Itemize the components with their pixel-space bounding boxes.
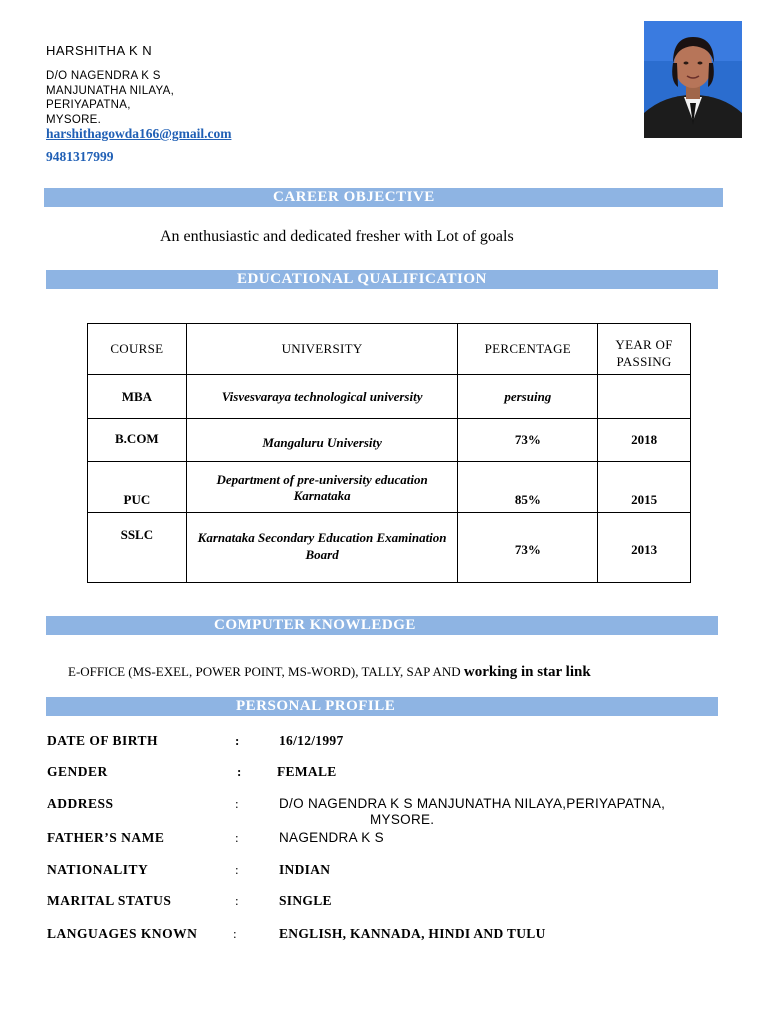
year-cell: 2018 <box>598 419 691 462</box>
colon: : <box>235 862 239 877</box>
phone-number: 9481317999 <box>46 149 114 164</box>
skills-emphasis: working in star link <box>463 664 591 680</box>
colon: : <box>235 796 239 811</box>
father-name-value: NAGENDRA K S <box>279 830 384 845</box>
percentage-cell: 85% <box>458 462 598 513</box>
university-cell: Visvesvaraya technological university <box>186 375 458 419</box>
gender-label: GENDER <box>47 764 108 779</box>
section-bar-career-objective <box>44 188 723 207</box>
marital-status-label: MARITAL STATUS <box>47 893 172 908</box>
colon: : <box>235 733 240 748</box>
section-title: CAREER OBJECTIVE <box>273 189 435 205</box>
year-cell <box>598 375 691 419</box>
address-line: MANJUNATHA NILAYA, <box>46 84 175 97</box>
percentage-cell: persuing <box>458 375 598 419</box>
languages-label: LANGUAGES KNOWN <box>47 926 198 941</box>
section-title: PERSONAL PROFILE <box>236 698 396 714</box>
postal-address <box>46 69 174 127</box>
university-cell: Karnataka Secondary Education Examination Board <box>186 513 458 583</box>
percentage-cell: 73% <box>458 419 598 462</box>
applicant-name: HARSHITHA K N <box>46 43 153 58</box>
address-label: ADDRESS <box>47 796 114 811</box>
dob-value: 16/12/1997 <box>279 733 344 748</box>
section-title: EDUCATIONAL QUALIFICATION <box>237 271 487 287</box>
colon: : <box>233 926 237 941</box>
section-bar-computer <box>46 616 718 635</box>
computer-knowledge-text <box>68 664 591 681</box>
column-header: YEAR OF PASSING <box>598 324 691 375</box>
column-header: UNIVERSITY <box>186 324 458 375</box>
education-table <box>87 323 691 583</box>
year-cell: 2013 <box>598 513 691 583</box>
section-bar-personal <box>46 697 718 716</box>
year-cell: 2015 <box>598 462 691 513</box>
table-row <box>88 419 691 462</box>
table-header-row <box>88 324 691 375</box>
table-row <box>88 462 691 513</box>
colon: : <box>235 893 239 908</box>
table-row <box>88 513 691 583</box>
profile-photo <box>644 21 742 138</box>
course-cell: B.COM <box>88 419 187 462</box>
percentage-cell: 73% <box>458 513 598 583</box>
address-value-line2: MYSORE. <box>370 812 435 827</box>
email-link[interactable]: harshithagowda166@gmail.com <box>46 126 232 141</box>
person-portrait-icon <box>644 21 742 138</box>
address-line: MYSORE. <box>46 113 102 126</box>
address-value-line1: D/O NAGENDRA K S MANJUNATHA NILAYA,PERIYAPATNA, <box>279 796 666 811</box>
colon: : <box>235 830 239 845</box>
section-title: COMPUTER KNOWLEDGE <box>214 617 416 633</box>
objective-text: An enthusiastic and dedicated fresher with Lot of goals <box>160 228 514 245</box>
address-line: D/O NAGENDRA K S <box>46 70 161 82</box>
column-header: COURSE <box>88 324 187 375</box>
table-row <box>88 375 691 419</box>
dob-label: DATE OF BIRTH <box>47 733 159 748</box>
column-header: PERCENTAGE <box>458 324 598 375</box>
gender-value: FEMALE <box>277 764 337 779</box>
course-cell: PUC <box>88 462 187 513</box>
father-name-label: FATHER’S NAME <box>47 830 165 845</box>
nationality-label: NATIONALITY <box>47 862 149 877</box>
marital-status-value: SINGLE <box>279 893 332 908</box>
university-cell: Department of pre-university education Karnataka <box>186 462 458 513</box>
section-bar-education <box>46 270 718 289</box>
course-cell: SSLC <box>88 513 187 583</box>
nationality-value: INDIAN <box>279 862 331 877</box>
university-cell: Mangaluru University <box>186 419 458 462</box>
languages-value: ENGLISH, KANNADA, HINDI AND TULU <box>279 926 546 941</box>
skills-list: E-OFFICE (MS-EXEL, POWER POINT, MS-WORD), TALLY, SAP AND <box>68 664 464 679</box>
colon: : <box>237 764 242 779</box>
course-cell: MBA <box>88 375 187 419</box>
address-line: PERIYAPATNA, <box>46 99 131 111</box>
